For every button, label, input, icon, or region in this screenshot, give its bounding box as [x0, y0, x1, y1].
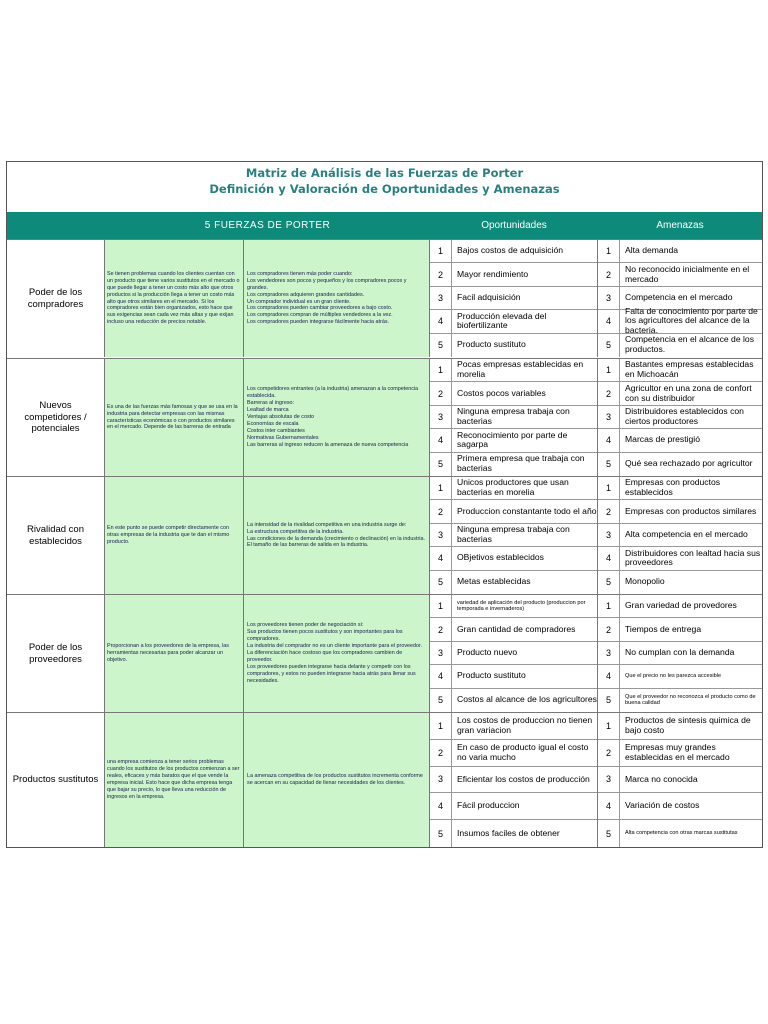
opportunity-number: 2 — [430, 740, 452, 766]
opportunity-number: 3 — [430, 287, 452, 309]
opportunity-item — [430, 477, 597, 500]
opportunity-number: 2 — [430, 382, 452, 404]
force-definition: Se tienen problemas cuando los clientes cuentan con un producto que tiene varios sustitutos en el mercado o que puede llegar a tener un costo más alto que otros productos si la producción llega a tener un costo más alto que otros similares en el mercado. Si los compradores están bien organizados, esto hace que sus exigencias sean cada vez más altas y que exijan incluso una reducción de precios notable. — [107, 270, 240, 326]
force-valuation: Los compradores tienen más poder cuando: Los vendedores son pocos y pequeños y los compradores pocos y grandes. Los compradores adquieren grandes cantidades. Un comprador individual es un gran cliente. Los compradores pueden cambiar proveedores a bajo costo. Los compradores compran de múltiples vendedores a la vez. Los compradores pueden integrarse fácilmente hacia atrás. — [247, 270, 407, 326]
threat-number: 5 — [598, 820, 620, 847]
opportunity-item — [430, 571, 597, 594]
opportunity-text: Producción elevada del biofertilizante — [457, 310, 547, 331]
opportunity-text: Insumos faciles de obtener — [457, 827, 560, 838]
opportunity-number: 3 — [430, 642, 452, 664]
threat-text: No reconocido inicialmente en el mercado — [625, 263, 750, 284]
opportunity-list — [430, 240, 598, 357]
threat-number: 3 — [598, 287, 620, 309]
threat-item — [598, 618, 762, 641]
threat-item — [598, 334, 762, 357]
opportunity-text: Facil adquisición — [457, 292, 521, 303]
porter-matrix-document — [6, 161, 763, 848]
force-name: Poder de los proveedores — [7, 595, 105, 712]
threat-text: Qué sea rechazado por agricultor — [625, 458, 753, 469]
threat-list — [598, 477, 762, 594]
opportunity-text: Producto sustituto — [457, 670, 526, 681]
force-definition-cell — [105, 595, 244, 712]
threat-text: Distribuidores establecidos con ciertos productores — [625, 406, 744, 426]
threat-number: 3 — [598, 642, 620, 664]
opportunity-item — [430, 500, 597, 523]
threat-number: 5 — [598, 453, 620, 476]
threat-number: 5 — [598, 571, 620, 594]
threat-number: 3 — [598, 767, 620, 793]
threat-list — [598, 359, 762, 476]
force-valuation-cell — [244, 359, 430, 476]
threat-item — [598, 571, 762, 594]
threat-text: Alta competencia en el mercado — [625, 529, 748, 540]
force-valuation: La amenaza competitiva de los productos sustitutos incrementa conforme se acercan en su capacidad de llenar necesidades de los clientes. — [247, 773, 423, 786]
threat-item — [598, 524, 762, 547]
opportunity-text: Eficientar los costos de producción — [457, 773, 590, 784]
threat-text: Marcas de prestigió — [625, 434, 700, 445]
threat-item — [598, 820, 762, 847]
threat-text: Competencia en el alcance de los productos. — [625, 334, 754, 355]
header-amenazas: Amenazas — [656, 220, 704, 231]
threat-item — [598, 689, 762, 712]
threat-number: 1 — [598, 240, 620, 262]
opportunity-list — [430, 713, 598, 847]
threat-item — [598, 477, 762, 500]
opportunity-number: 3 — [430, 524, 452, 546]
threat-number: 4 — [598, 429, 620, 451]
opportunity-item — [430, 665, 597, 688]
threat-text: Alta competencia con otras marcas sustitutas — [625, 830, 738, 837]
table-header — [7, 212, 762, 239]
threat-number: 1 — [598, 713, 620, 739]
opportunity-text: Pocas empresas establecidas en morelia — [457, 359, 584, 380]
opportunity-text: Mayor rendimiento — [457, 268, 529, 279]
opportunity-number: 4 — [430, 547, 452, 569]
opportunity-text: Producto nuevo — [457, 647, 518, 658]
force-name: Productos sustitutos — [7, 713, 105, 847]
opportunity-item — [430, 767, 597, 794]
opportunity-item — [430, 334, 597, 357]
opportunity-item — [430, 595, 597, 618]
opportunity-text: Producto sustituto — [457, 339, 526, 350]
threat-number: 2 — [598, 740, 620, 766]
threat-item — [598, 382, 762, 405]
opportunity-number: 1 — [430, 477, 452, 499]
title-line-2: Definición y Valoración de Oportunidades y Amenazas — [209, 182, 560, 196]
threat-item — [598, 263, 762, 286]
threat-number: 4 — [598, 310, 620, 332]
force-name: Poder de los compradores — [7, 240, 105, 357]
force-definition-cell — [105, 477, 244, 594]
opportunity-number: 4 — [430, 429, 452, 451]
threat-text: Competencia en el mercado — [625, 292, 733, 303]
opportunity-item — [430, 689, 597, 712]
opportunity-number: 3 — [430, 767, 452, 793]
table-row — [7, 358, 762, 476]
force-valuation: Los competidores entrantes (a la industria) amenazan a la competencia establecida. Barreras al ingreso: Lealtad de marca Ventajas absolutas de costo Economías de escala Costos inter cambiantes Normativas Gubernamentales Las barreras al ingreso reducen la amenaza de nueva competencia — [247, 386, 419, 448]
force-valuation: Los proveedores tienen poder de negociación si: Sus productos tienen pocos sustitutos y son importantes para los compradores. La industria del comprador no es un cliente importante para el proveedor. La diferenciación hace costoso que los compradores cambien de proveedor. Los proveedores pueden integrarse hacia delante y competir con los compradores, y estos no pueden integrarse hacia atrás para llenar sus necesidades. — [247, 622, 423, 684]
opportunity-number: 3 — [430, 406, 452, 428]
threat-number: 5 — [598, 689, 620, 712]
force-name: Nuevos competidores / potenciales — [7, 359, 105, 476]
opportunity-number: 2 — [430, 618, 452, 640]
opportunity-text: variedad de aplicación del producto (produccion por temporada e invernaderos) — [457, 599, 586, 613]
title-line-1: Matriz de Análisis de las Fuerzas de Porter — [245, 166, 524, 180]
threat-list — [598, 240, 762, 357]
header-oportunidades: Oportunidades — [481, 220, 547, 231]
force-name: Rivalidad con establecidos — [7, 477, 105, 594]
threat-text: Monopolio — [625, 576, 665, 587]
opportunity-text: Costos pocos variables — [457, 387, 546, 398]
threat-number: 4 — [598, 665, 620, 687]
opportunity-number: 1 — [430, 359, 452, 381]
opportunity-list — [430, 359, 598, 476]
force-definition-cell — [105, 359, 244, 476]
threat-number: 4 — [598, 547, 620, 569]
threat-item — [598, 595, 762, 618]
threat-number: 3 — [598, 524, 620, 546]
opportunity-item — [430, 263, 597, 286]
table-row — [7, 476, 762, 594]
threat-text: Variación de costos — [625, 800, 700, 811]
opportunity-item — [430, 287, 597, 310]
opportunity-list — [430, 595, 598, 712]
header-fuerzas: 5 FUERZAS DE PORTER — [204, 220, 331, 231]
opportunity-item — [430, 429, 597, 452]
threat-number: 2 — [598, 618, 620, 640]
opportunity-number: 4 — [430, 665, 452, 687]
threat-item — [598, 500, 762, 523]
threat-item — [598, 305, 762, 336]
threat-number: 3 — [598, 406, 620, 428]
opportunity-number: 1 — [430, 240, 452, 262]
threat-item — [598, 453, 762, 476]
opportunity-text: Metas establecidas — [457, 576, 531, 587]
opportunity-number: 5 — [430, 453, 452, 476]
opportunity-text: OBjetivos establecidos — [457, 552, 544, 563]
opportunity-text: Gran cantidad de compradores — [457, 623, 576, 634]
opportunity-number: 5 — [430, 571, 452, 594]
opportunity-text: Ninguna empresa trabaja con bacterias — [457, 406, 570, 426]
threat-item — [598, 547, 762, 570]
force-definition: Es una de las fuerzas más famosas y que se usa en la industria para detectar empresas con las mismas características económicas o con productos similares en el mercado. Depende de las barreras de entrada — [107, 403, 238, 431]
opportunity-text: Fácil produccion — [457, 800, 520, 811]
opportunity-text: Costos al alcance de los agricultores — [457, 694, 597, 705]
threat-text: Que el proveedor no reconozca el producto como de buena calidad — [625, 693, 756, 707]
opportunity-number: 4 — [430, 793, 452, 819]
threat-text: Alta demanda — [625, 245, 679, 256]
force-definition: En este punto se puede competir directamente con otras empresas de la industria que te dan el mismo producto. — [107, 525, 230, 545]
opportunity-number: 4 — [430, 310, 452, 332]
threat-text: Empresas muy grandes establecidas en el mercado — [625, 741, 730, 762]
threat-text: Productos de sintesis quimica de bajo costo — [625, 715, 751, 735]
force-definition: una empresa comienza a tener serios problemas cuando los sustitutos de los productos comienzan a ser reales, eficaces y más baratos que el que vende la empresa inicial. Esto hace que dicha empresa tenga que bajar su precio, lo que lleva una reducción de ingresos en la empresa. — [107, 759, 240, 800]
threat-text: Agricultor en una zona de confort con su distribuidor — [625, 382, 752, 403]
opportunity-text: Ninguna empresa trabaja con bacterias — [457, 524, 570, 544]
force-valuation-cell — [244, 240, 430, 357]
opportunity-item — [430, 642, 597, 665]
opportunity-item — [430, 618, 597, 641]
opportunity-number: 5 — [430, 689, 452, 712]
opportunity-text: Los costos de produccion no tienen gran variacion — [457, 715, 593, 735]
opportunity-number: 1 — [430, 595, 452, 617]
threat-number: 5 — [598, 334, 620, 357]
opportunity-item — [430, 310, 597, 333]
opportunity-number: 2 — [430, 263, 452, 285]
table-row — [7, 594, 762, 712]
opportunity-text: Unicos productores que usan bacterias en morelia — [457, 477, 569, 498]
threat-text: Que el precio no les parezca accesible — [625, 673, 722, 680]
threat-item — [598, 642, 762, 665]
force-valuation-cell — [244, 713, 430, 847]
opportunity-item — [430, 547, 597, 570]
title-box — [7, 162, 762, 212]
threat-item — [598, 429, 762, 452]
opportunity-text: Reconocimiento por parte de sagarpa — [457, 429, 568, 450]
opportunity-item — [430, 793, 597, 820]
opportunity-item — [430, 740, 597, 767]
opportunity-item — [430, 820, 597, 847]
opportunity-text: Bajos costos de adquisición — [457, 245, 564, 256]
threat-text: Tiempos de entrega — [625, 623, 702, 634]
opportunity-item — [430, 382, 597, 405]
threat-text: Falta de conocimiento por parte de los agricultores del alcance de la bacteria. — [625, 305, 758, 336]
threat-item — [598, 359, 762, 382]
threat-list — [598, 713, 762, 847]
threat-item — [598, 767, 762, 794]
threat-text: No cumplan con la demanda — [625, 647, 735, 658]
threat-number: 1 — [598, 595, 620, 617]
opportunity-item — [430, 524, 597, 547]
opportunity-item — [430, 240, 597, 263]
threat-text: Distribuidores con lealtad hacia sus proveedores — [625, 547, 761, 568]
opportunity-number: 5 — [430, 334, 452, 357]
threat-item — [598, 240, 762, 263]
opportunity-item — [430, 359, 597, 382]
threat-text: Marca no conocida — [625, 773, 698, 784]
force-valuation-cell — [244, 595, 430, 712]
force-definition-cell — [105, 240, 244, 357]
force-valuation-cell — [244, 477, 430, 594]
opportunity-item — [430, 713, 597, 740]
opportunity-item — [430, 453, 597, 476]
threat-number: 1 — [598, 477, 620, 499]
force-definition: Proporcionan a los proveedores de la empresa, las herramientas necesarias para poder alcanzar un objetivo. — [107, 643, 229, 663]
threat-number: 2 — [598, 263, 620, 285]
opportunity-text: En caso de producto igual el costo no varia mucho — [457, 741, 589, 762]
force-definition-cell — [105, 713, 244, 847]
threat-item — [598, 793, 762, 820]
threat-number: 2 — [598, 382, 620, 404]
threat-text: Bastantes empresas establecidas en Michoacán — [625, 359, 754, 380]
opportunity-number: 1 — [430, 713, 452, 739]
threat-number: 4 — [598, 793, 620, 819]
threat-item — [598, 665, 762, 688]
opportunity-text: Primera empresa que trabaja con bacterias — [457, 453, 585, 474]
threat-text: Empresas con productos establecidos — [625, 477, 721, 498]
opportunity-number: 2 — [430, 500, 452, 522]
opportunity-list — [430, 477, 598, 594]
threat-number: 1 — [598, 359, 620, 381]
threat-list — [598, 595, 762, 712]
threat-item — [598, 740, 762, 767]
threat-item — [598, 713, 762, 740]
threat-text: Empresas con productos similares — [625, 505, 757, 516]
opportunity-text: Produccion constantante todo el año — [457, 505, 597, 516]
force-valuation: La intensidad de la rivalidad competitiva en una industria surge de: La estructura competitiva de la industria. Las condiciones de la demanda (crecimiento o declinación) en la industria. El tamaño de las barreras de salida en la industria. — [247, 521, 425, 549]
table-row — [7, 239, 762, 357]
opportunity-item — [430, 406, 597, 429]
threat-text: Gran variedad de provedores — [625, 600, 737, 611]
opportunity-number: 5 — [430, 820, 452, 847]
table-row — [7, 712, 762, 847]
threat-number: 2 — [598, 500, 620, 522]
threat-item — [598, 406, 762, 429]
